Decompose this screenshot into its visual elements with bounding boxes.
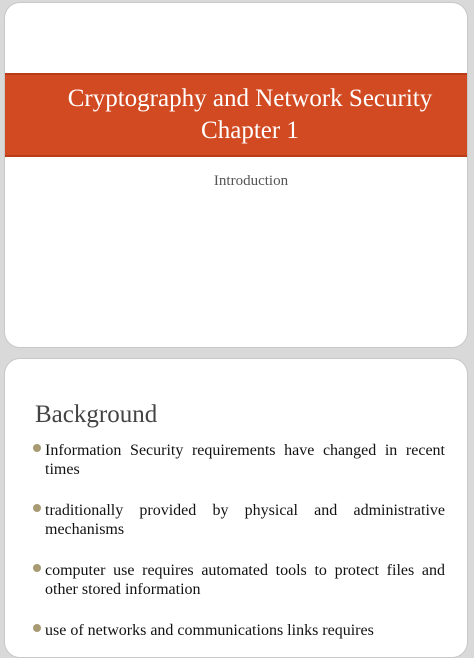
slide-heading: Background [35, 401, 158, 428]
bullet-dot-icon [33, 504, 41, 512]
title-band [5, 73, 467, 157]
bullet-text: use of networks and communications links requires [45, 622, 374, 639]
bullet-dot-icon [33, 564, 41, 572]
bullet-dot-icon [33, 624, 41, 632]
slide-title-line-2: Chapter 1 [201, 117, 299, 144]
bullet-item [33, 561, 445, 599]
slide-title-line-1: Cryptography and Network Security [67, 85, 433, 112]
bullet-text: computer use requires automated tools to protect files and other stored information [45, 562, 445, 598]
bullet-text: Information Security requirements have changed in recent times [45, 442, 445, 478]
bullet-item [33, 621, 445, 640]
title-slide [4, 2, 468, 348]
slide-subtitle: Introduction [213, 173, 289, 189]
bullet-text: traditionally provided by physical and administrative mechanisms [45, 502, 445, 538]
bullet-item [33, 441, 445, 479]
background-slide [4, 358, 468, 658]
bullet-list [33, 441, 445, 658]
bullet-item [33, 501, 445, 539]
bullet-dot-icon [33, 444, 41, 452]
